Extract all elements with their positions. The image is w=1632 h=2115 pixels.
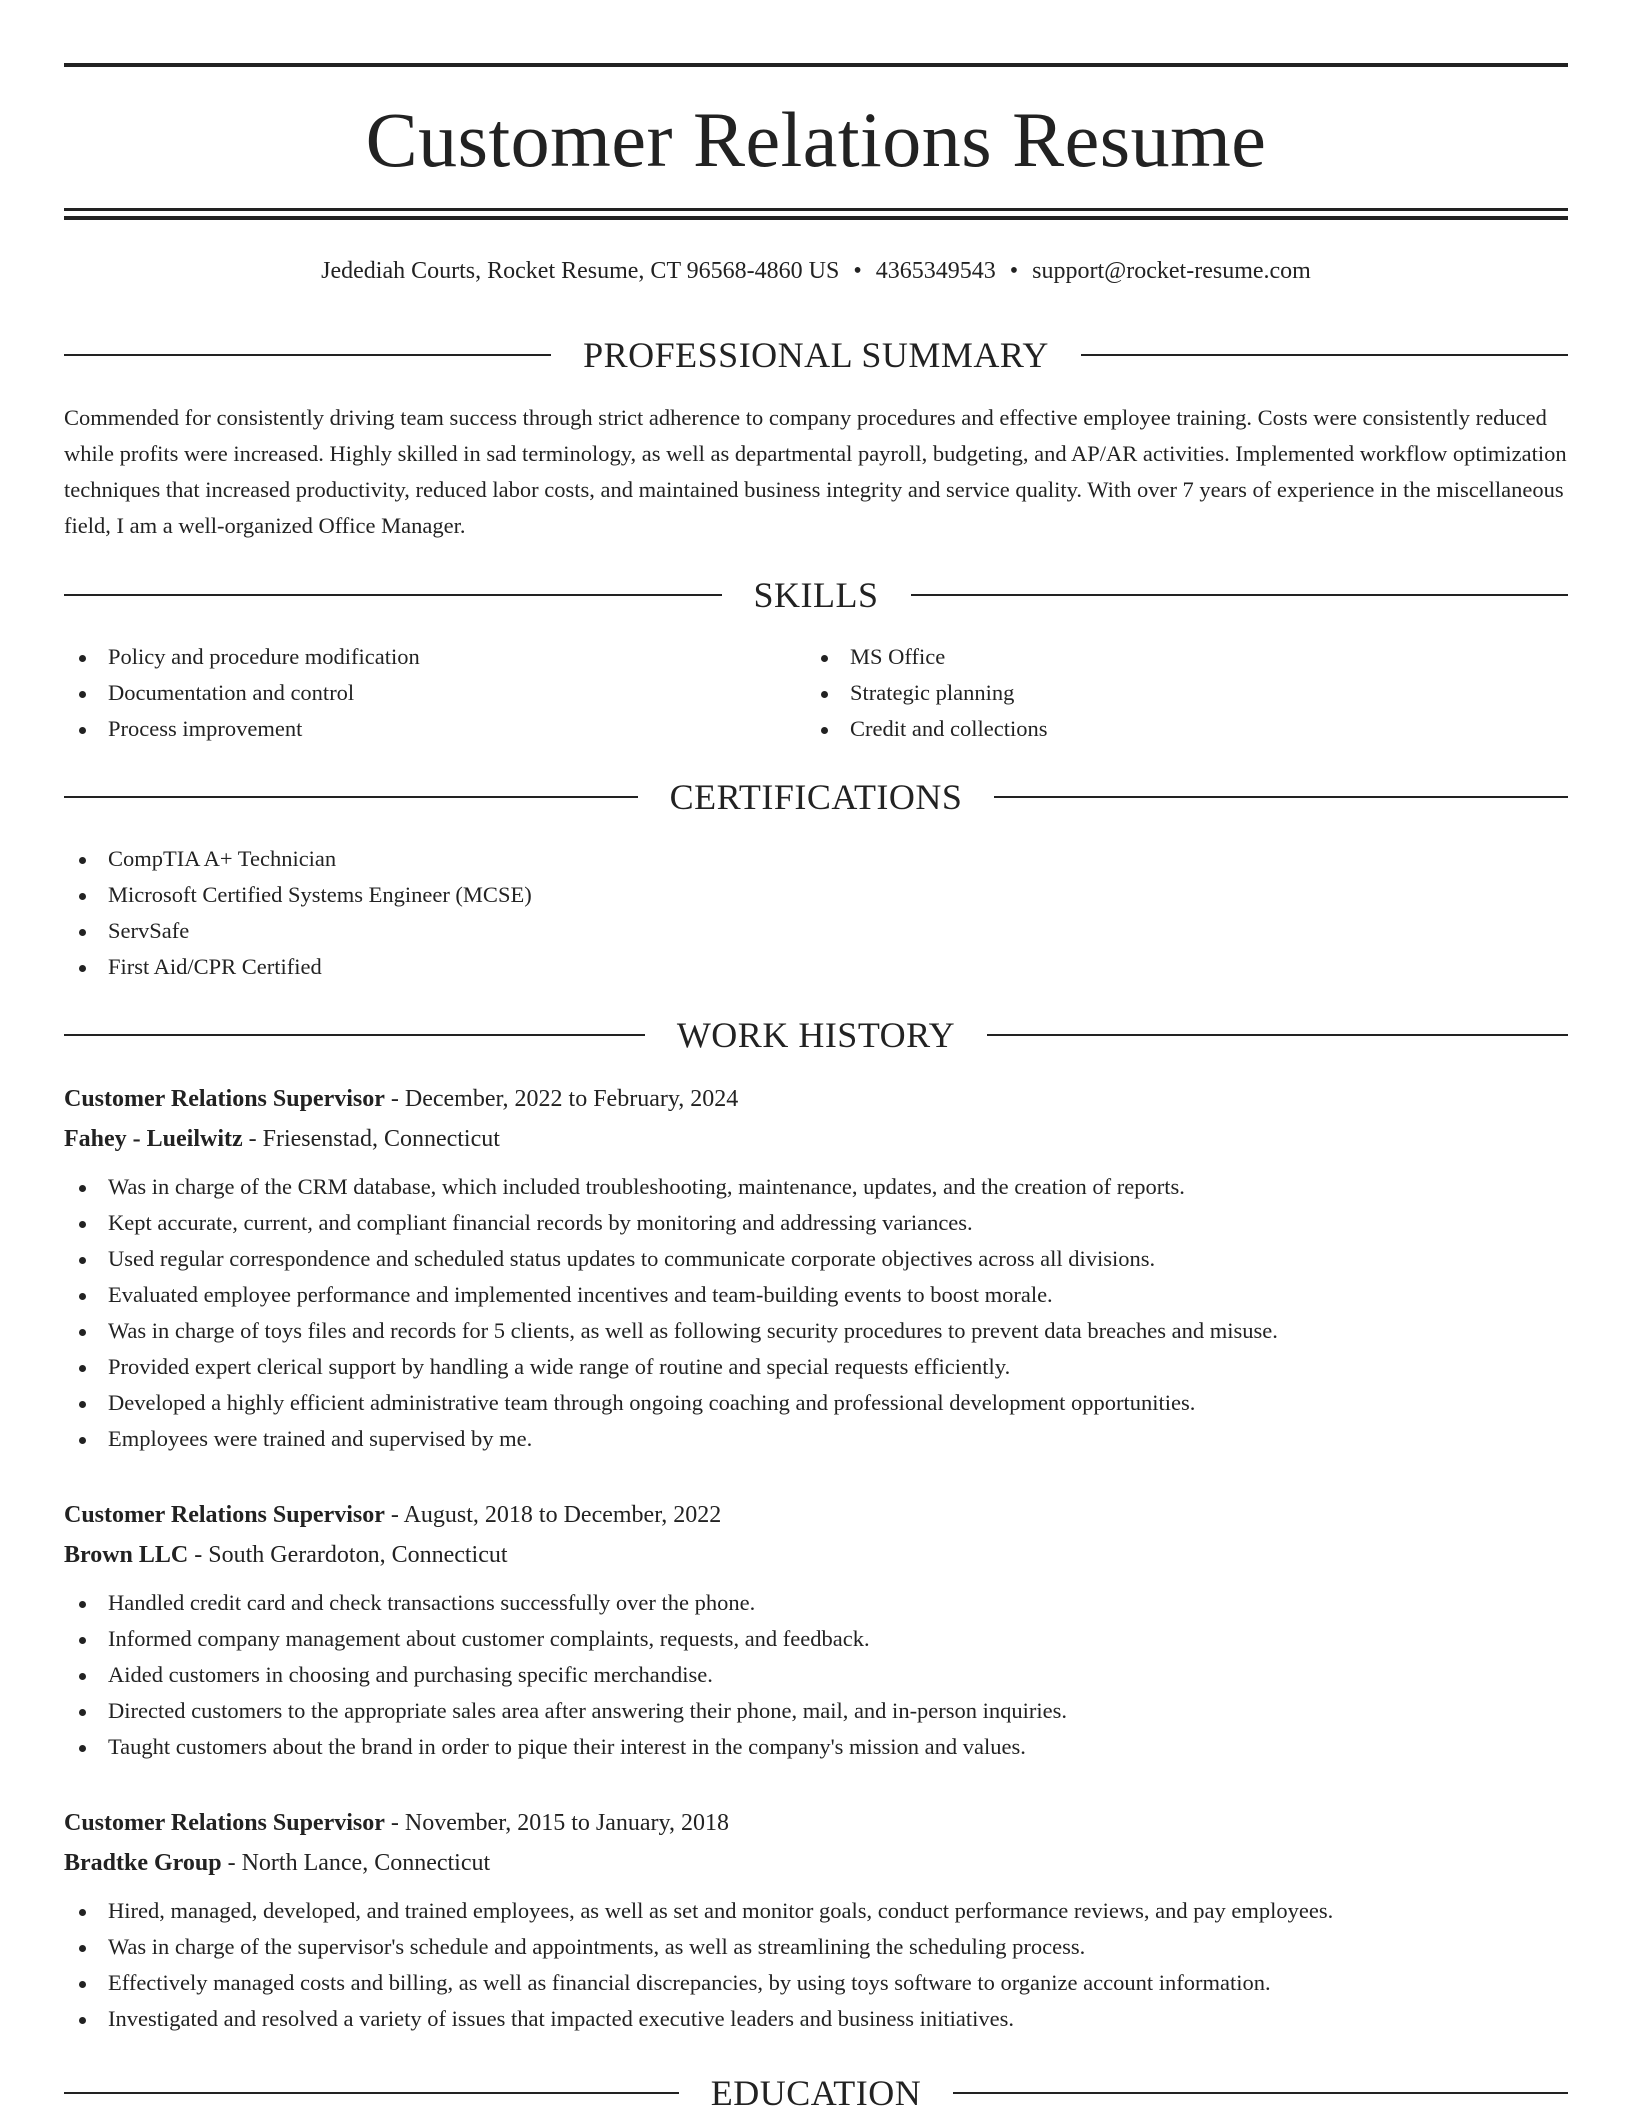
section-rule — [911, 594, 1569, 596]
job-bullet: Effectively managed costs and billing, as well as financial discrepancies, by using toys software to organize account information. — [64, 1965, 1568, 2001]
section-title-skills: SKILLS — [753, 575, 879, 615]
job-bullet: Directed customers to the appropriate sales area after answering their phone, mail, and in-person inquiries. — [64, 1693, 1568, 1729]
section-rule — [953, 2092, 1568, 2094]
job-bullet: Developed a highly efficient administrative team through ongoing coaching and professional development opportunities. — [64, 1385, 1568, 1421]
job-bullet: Kept accurate, current, and compliant financial records by monitoring and addressing variances. — [64, 1205, 1568, 1241]
job-bullet: Was in charge of the CRM database, which included troubleshooting, maintenance, updates, and the creation of reports. — [64, 1169, 1568, 1205]
job-title: Customer Relations Supervisor — [64, 1502, 385, 1528]
skills-list-left — [64, 639, 804, 747]
section-header-education — [64, 2071, 1568, 2115]
section-rule — [987, 1034, 1568, 1036]
certification-item: CompTIA A+ Technician — [64, 841, 1568, 877]
job-bullet: Taught customers about the brand in order to pique their interest in the company's mission and values. — [64, 1729, 1568, 1765]
summary-paragraph: Commended for consistently driving team success through strict adherence to company procedures and effective employee training. Costs were consistently reduced while profits were increased. Highly skilled in sad terminology, as well as departmental payroll, budgeting, and AP/AR activities. Implemented workflow optimization techniques that increased productivity, reduced labor costs, and maintained business integrity and service quality. With over 7 years of experience in the miscellaneous field, I am a well-organized Office Manager. — [64, 405, 1567, 538]
contact-address: Jedediah Courts, Rocket Resume, CT 96568-4860 US — [321, 258, 840, 284]
section-title-certifications: CERTIFICATIONS — [669, 777, 963, 817]
job-entry — [64, 1495, 1568, 1765]
skills-list-right — [806, 639, 1546, 747]
section-header-skills — [64, 573, 1568, 617]
section-rule — [64, 2092, 679, 2094]
job-bullets — [64, 1893, 1568, 2037]
job-bullet: Handled credit card and check transactions successfully over the phone. — [64, 1585, 1568, 1621]
contact-phone: 4365349543 — [875, 258, 996, 284]
job-bullet: Provided expert clerical support by handling a wide range of routine and special requests efficiently. — [64, 1349, 1568, 1385]
job-company-line — [64, 1535, 1568, 1575]
section-rule — [994, 796, 1568, 798]
skill-item: Documentation and control — [64, 675, 804, 711]
job-bullet: Was in charge of the supervisor's schedule and appointments, as well as streamlining the scheduling process. — [64, 1929, 1568, 1965]
job-location: North Lance, Connecticut — [241, 1850, 491, 1876]
header-double-rule — [64, 208, 1568, 220]
job-separator: - — [390, 1810, 399, 1836]
job-separator: - — [248, 1126, 257, 1152]
section-rule — [64, 354, 551, 356]
job-dates: November, 2015 to January, 2018 — [404, 1810, 729, 1836]
job-company: Fahey - Lueilwitz — [64, 1126, 243, 1152]
job-company-line — [64, 1119, 1568, 1159]
job-bullet: Used regular correspondence and scheduled status updates to communicate corporate objectives across all divisions. — [64, 1241, 1568, 1277]
job-title: Customer Relations Supervisor — [64, 1810, 385, 1836]
job-entry — [64, 1079, 1568, 1457]
skill-item: Process improvement — [64, 711, 804, 747]
job-dates: August, 2018 to December, 2022 — [403, 1502, 722, 1528]
job-bullet: Evaluated employee performance and implemented incentives and team-building events to boost morale. — [64, 1277, 1568, 1313]
resume-title: Customer Relations Resume — [365, 96, 1267, 183]
job-separator: - — [194, 1542, 203, 1568]
contact-email: support@rocket-resume.com — [1032, 258, 1311, 284]
section-rule — [64, 594, 722, 596]
job-separator: - — [227, 1850, 236, 1876]
job-location: Friesenstad, Connecticut — [262, 1126, 500, 1152]
section-rule — [64, 796, 638, 798]
job-entry — [64, 1803, 1568, 2037]
job-company: Bradtke Group — [64, 1850, 222, 1876]
job-company: Brown LLC — [64, 1542, 189, 1568]
contact-separator: • — [853, 258, 862, 284]
section-rule — [64, 1034, 645, 1036]
skill-item: Strategic planning — [806, 675, 1546, 711]
certification-item: First Aid/CPR Certified — [64, 949, 1568, 985]
skill-item: Credit and collections — [806, 711, 1546, 747]
job-bullet: Employees were trained and supervised by me. — [64, 1421, 1568, 1457]
job-bullet: Informed company management about customer complaints, requests, and feedback. — [64, 1621, 1568, 1657]
section-header-summary — [64, 333, 1568, 377]
certification-item: Microsoft Certified Systems Engineer (MCSE) — [64, 877, 1568, 913]
skill-item: Policy and procedure modification — [64, 639, 804, 675]
certification-item: ServSafe — [64, 913, 1568, 949]
job-separator: - — [390, 1502, 399, 1528]
job-bullet: Hired, managed, developed, and trained employees, as well as set and monitor goals, conduct performance reviews, and pay employees. — [64, 1893, 1568, 1929]
job-title-line — [64, 1079, 1568, 1119]
contact-separator: • — [1009, 258, 1019, 284]
skill-item: MS Office — [806, 639, 1546, 675]
section-title-summary: PROFESSIONAL SUMMARY — [583, 335, 1049, 375]
certifications-list — [64, 841, 1568, 985]
job-dates: December, 2022 to February, 2024 — [404, 1086, 739, 1112]
section-header-work-history — [64, 1013, 1568, 1057]
job-bullet: Aided customers in choosing and purchasing specific merchandise. — [64, 1657, 1568, 1693]
job-location: South Gerardoton, Connecticut — [208, 1542, 508, 1568]
job-bullet: Was in charge of toys files and records for 5 clients, as well as following security procedures to prevent data breaches and misuse. — [64, 1313, 1568, 1349]
job-company-line — [64, 1843, 1568, 1883]
section-title-work-history: WORK HISTORY — [676, 1015, 956, 1055]
job-bullet: Investigated and resolved a variety of issues that impacted executive leaders and business initiatives. — [64, 2001, 1568, 2037]
header-top-rule — [64, 63, 1568, 67]
job-title-line — [64, 1803, 1568, 1843]
job-bullets — [64, 1585, 1568, 1765]
job-separator: - — [390, 1086, 399, 1112]
job-title: Customer Relations Supervisor — [64, 1086, 385, 1112]
section-rule — [1081, 354, 1568, 356]
contact-line — [64, 254, 1568, 288]
section-header-certifications — [64, 775, 1568, 819]
section-title-education: EDUCATION — [710, 2073, 922, 2113]
job-title-line — [64, 1495, 1568, 1535]
job-bullets — [64, 1169, 1568, 1457]
